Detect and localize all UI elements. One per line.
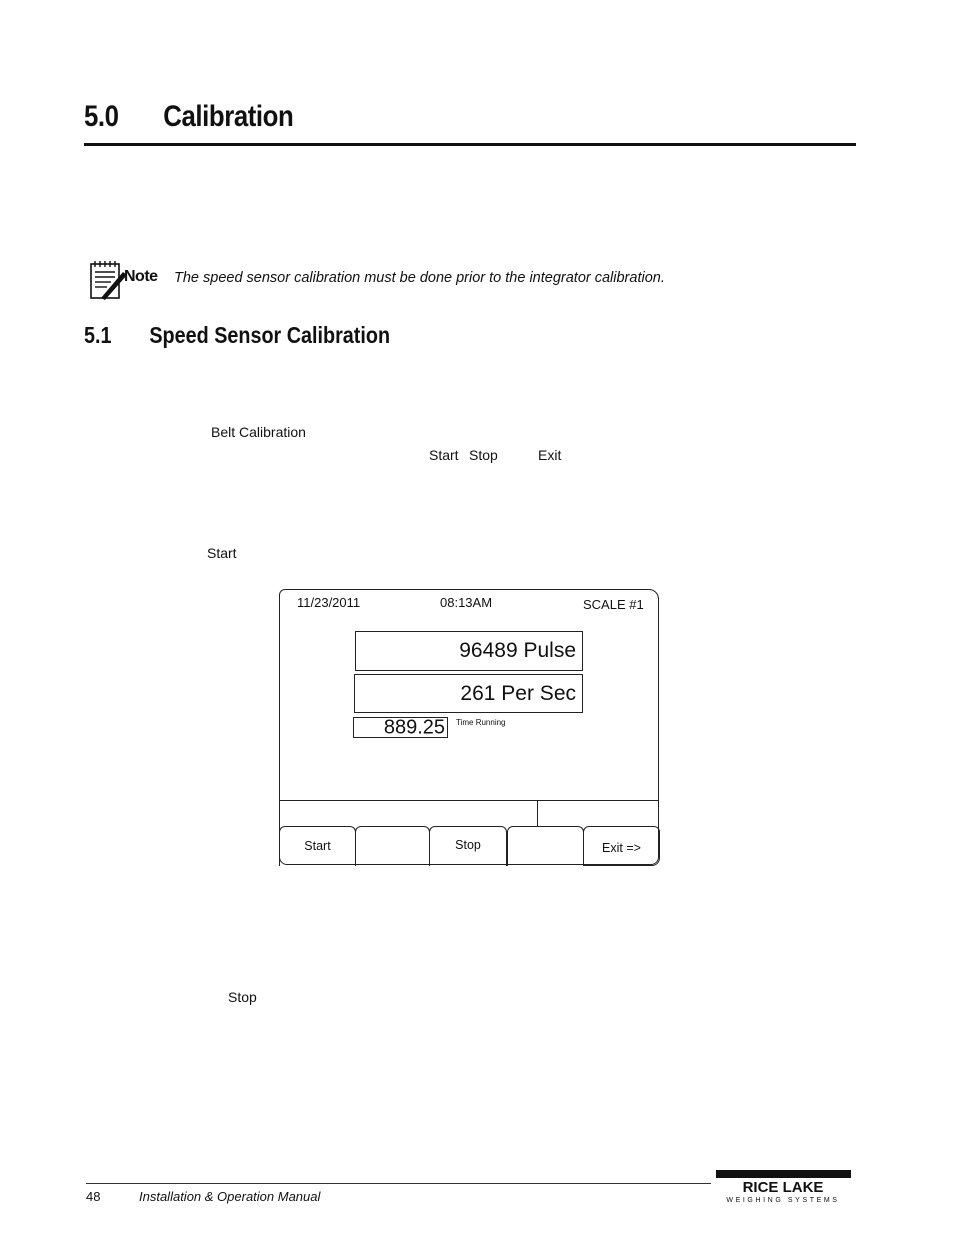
screen-divider-vertical (537, 800, 538, 827)
screen-scale-id: SCALE #1 (583, 597, 644, 612)
softkey-stop-label: Stop (455, 838, 481, 852)
softkey-blank-1[interactable] (355, 826, 430, 866)
softkey-start[interactable] (279, 826, 356, 866)
chapter-divider (84, 143, 856, 146)
keyword-stop: Stop (469, 447, 498, 463)
chapter-heading (84, 100, 293, 134)
screen-divider (280, 800, 658, 801)
softkey-blank-2[interactable] (507, 826, 584, 866)
softkey-start-label: Start (304, 839, 331, 853)
pulse-count-box (355, 631, 583, 671)
page-number: 48 (86, 1189, 101, 1204)
pulse-rate-box (354, 674, 583, 713)
pulse-rate: 261 Per Sec (460, 681, 576, 705)
screen-time: 08:13AM (440, 595, 493, 610)
time-running-box (353, 717, 448, 738)
note-text: The speed sensor calibration must be done prior to the integrator calibration. (174, 270, 665, 286)
rice-lake-logo (712, 1168, 857, 1204)
logo-subtext: WEIGHING SYSTEMS (726, 1197, 840, 1204)
note-label: Note (124, 268, 158, 285)
section-title: Speed Sensor Calibration (149, 322, 391, 348)
manual-title: Installation & Operation Manual (139, 1189, 321, 1204)
section-heading (84, 322, 390, 349)
chapter-title: Calibration (163, 100, 294, 133)
screen-date: 11/23/2011 (297, 595, 361, 610)
softkey-exit-label: Exit => (602, 841, 641, 855)
keyword-belt-calibration: Belt Calibration (211, 424, 306, 440)
chapter-number: 5.0 (84, 100, 119, 133)
footer-divider (86, 1183, 711, 1184)
logo-text: RICE LAKE (742, 1179, 824, 1196)
keyword-start: Start (429, 447, 459, 463)
keyword-exit: Exit (538, 447, 562, 463)
keyword-stop-step: Stop (228, 989, 257, 1005)
time-running-value: 889.25 (383, 716, 445, 738)
section-number: 5.1 (84, 322, 112, 348)
pulse-count: 96489 Pulse (459, 639, 576, 662)
softkey-stop[interactable] (429, 826, 507, 866)
keyword-start-step: Start (207, 545, 237, 561)
softkey-exit[interactable] (583, 826, 660, 866)
time-running-label: Time Running (456, 718, 506, 727)
